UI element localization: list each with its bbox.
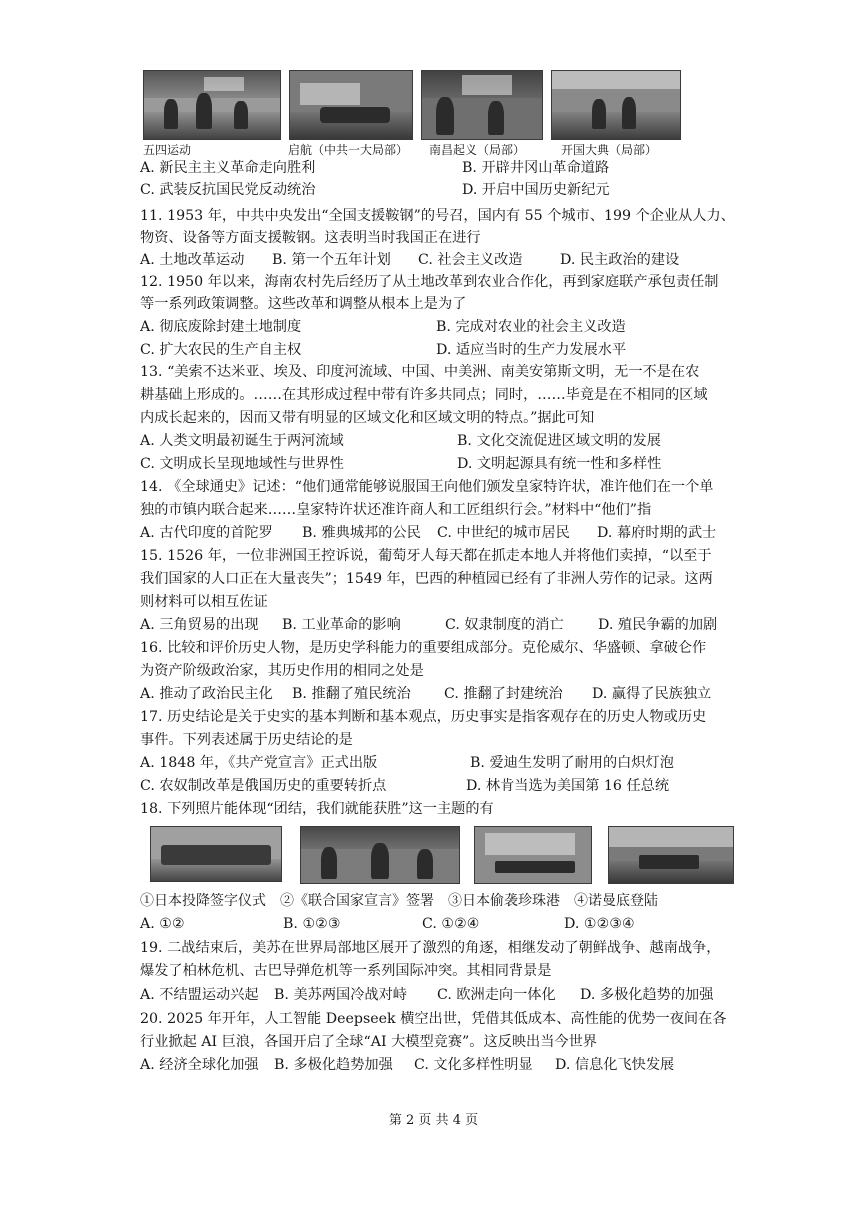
q11-stem-line1: 11. 1953 年，中共中央发出“全国支援鞍钢”的号召，国内有 55 个城市、199 个企业从人力、 [140, 208, 735, 224]
q16-stem-line2: 为资产阶级政治家，其历史作用的相同之处是 [140, 663, 424, 679]
photo-founding-ceremony [551, 70, 681, 140]
photo-may-fourth [143, 70, 281, 140]
q12-option-a: A. 彻底废除封建土地制度 [140, 319, 302, 335]
q13-stem-line1: 13. “美索不达米亚、埃及、印度河流域、中国、中美洲、南美安第斯文明，无一不是在农 [140, 364, 700, 380]
q11-option-d: D. 民主政治的建设 [560, 252, 680, 268]
q11-stem-line2: 物资、设备等方面支援鞍钢。这表明当时我国正在进行 [140, 230, 481, 246]
q18-photo-strip [150, 826, 734, 884]
q17-option-d: D. 林肯当选为美国第 16 任总统 [466, 778, 670, 794]
q12-option-c: C. 扩大农民的生产自主权 [140, 342, 302, 358]
q14-option-d: D. 幕府时期的武士 [597, 525, 717, 541]
q19-option-d: D. 多极化趋势的加强 [580, 987, 714, 1003]
q19-option-b: B. 美苏两国冷战对峙 [274, 987, 407, 1003]
q16-option-c: C. 推翻了封建统治 [444, 686, 563, 702]
q13-option-d: D. 文明起源具有统一性和多样性 [457, 456, 662, 472]
q10-option-d: D. 开启中国历史新纪元 [462, 182, 610, 198]
q19-stem-line1: 19. 二战结束后，美苏在世界局部地区展开了激烈的角逐，相继发动了朝鲜战争、越南战争， [140, 940, 721, 956]
q18-stem: 18. 下列照片能体现“团结，我们就能获胜”这一主题的有 [140, 801, 494, 817]
q14-option-a: A. 古代印度的首陀罗 [140, 525, 273, 541]
q13-option-a: A. 人类文明最初诞生于两河流域 [140, 433, 344, 449]
q18-option-b: B. ①②③ [283, 916, 341, 932]
q15-stem-line3: 则材料可以相互佐证 [140, 594, 268, 610]
q16-option-d: D. 赢得了民族独立 [592, 686, 712, 702]
q20-option-d: D. 信息化飞快发展 [555, 1057, 675, 1073]
caption-2: 启航（中共一大局部） [287, 143, 408, 157]
q14-stem-line2: 独的市镇内联合起来……皇家特许状还准许商人和工匠组织行会。”材料中“他们”指 [140, 502, 652, 518]
top-photo-captions [143, 141, 673, 158]
q12-stem-line1: 12. 1950 年以来，海南农村先后经历了从土地改革到农业合作化，再到家庭联产承包责任制 [140, 274, 719, 290]
q10-option-a: A. 新民主主义革命走向胜利 [140, 160, 316, 176]
q20-option-c: C. 文化多样性明显 [414, 1057, 533, 1073]
q16-option-b: B. 推翻了殖民统治 [292, 686, 411, 702]
q16-option-a: A. 推动了政治民主化 [140, 686, 273, 702]
q19-option-c: C. 欧洲走向一体化 [437, 987, 556, 1003]
top-photo-strip [143, 70, 681, 140]
q17-stem-line2: 事件。下列表述属于历史结论的是 [140, 732, 353, 748]
q20-stem-line1: 20. 2025 年开年，人工智能 Deepseek 横空出世，凭借其低成本、高性能的优势一夜间在各 [140, 1011, 727, 1027]
photo-un-declaration [300, 826, 460, 884]
q10-option-c: C. 武装反抗国民党反动统治 [140, 182, 316, 198]
q16-stem-line1: 16. 比较和评价历史人物，是历史学科能力的重要组成部分。克伦威尔、华盛顿、拿破仑作 [140, 640, 707, 656]
caption-3: 南昌起义（局部） [428, 143, 525, 157]
q19-stem-line2: 爆发了柏林危机、古巴导弹危机等一系列国际冲突。其相同背景是 [140, 963, 552, 979]
photo-normandy-landing [608, 826, 734, 884]
q18-option-a: A. ①② [140, 916, 185, 932]
photo-pearl-harbor [474, 826, 592, 884]
q11-option-a: A. 土地改革运动 [140, 252, 245, 268]
q15-option-b: B. 工业革命的影响 [282, 617, 401, 633]
q15-option-a: A. 三角贸易的出现 [140, 617, 259, 633]
photo-nanchang-uprising [421, 70, 543, 140]
q12-option-b: B. 完成对农业的社会主义改造 [436, 319, 626, 335]
q18-photo-labels: ①日本投降签字仪式 ②《联合国家宣言》签署 ③日本偷袭珍珠港 ④诺曼底登陆 [140, 893, 658, 909]
q17-option-a: A. 1848 年，《共产党宣言》正式出版 [140, 755, 378, 771]
page-number: 第 2 页 共 4 页 [388, 1113, 479, 1128]
q17-stem-line1: 17. 历史结论是关于史实的基本判断和基本观点，历史事实是指客观存在的历史人物或历史 [140, 709, 707, 725]
q15-stem-line2: 我们国家的人口正在大量丧失”；1549 年，巴西的种植园已经有了非洲人劳作的记录。这两 [140, 571, 713, 587]
photo-red-boat [289, 70, 413, 140]
q15-stem-line1: 15. 1526 年，一位非洲国王控诉说，葡萄牙人每天都在抓走本地人并将他们卖掉，“以至于 [140, 548, 712, 564]
caption-4: 开国大典（局部） [560, 143, 657, 157]
q14-option-b: B. 雅典城邦的公民 [302, 525, 421, 541]
caption-1: 五四运动 [143, 143, 192, 157]
q14-stem-line1: 14. 《全球通史》记述：“他们通常能够说服国王向他们颁发皇家特许状，准许他们在一个单 [140, 479, 714, 495]
q11-option-b: B. 第一个五年计划 [272, 252, 391, 268]
photo-japan-surrender [150, 826, 282, 882]
q17-option-c: C. 农奴制改革是俄国历史的重要转折点 [140, 778, 387, 794]
q15-option-c: C. 奴隶制度的消亡 [445, 617, 564, 633]
q18-option-c: C. ①②④ [422, 916, 480, 932]
q20-option-b: B. 多极化趋势加强 [274, 1057, 393, 1073]
q14-option-c: C. 中世纪的城市居民 [437, 525, 570, 541]
q13-stem-line2: 耕基础上形成的。……在其形成过程中带有许多共同点；同时，……毕竟是在不相同的区域 [140, 387, 708, 403]
q20-stem-line2: 行业掀起 AI 巨浪，各国开启了全球“AI 大模型竞赛”。这反映出当今世界 [140, 1034, 597, 1050]
q13-option-b: B. 文化交流促进区域文明的发展 [457, 433, 661, 449]
q11-option-c: C. 社会主义改造 [418, 252, 523, 268]
q13-stem-line3: 内成长起来的，因而又带有明显的区域文化和区域文明的特点。”据此可知 [140, 410, 595, 426]
q10-option-b: B. 开辟井冈山革命道路 [462, 160, 610, 176]
q18-option-d: D. ①②③④ [564, 916, 635, 932]
q20-option-a: A. 经济全球化加强 [140, 1057, 259, 1073]
q12-option-d: D. 适应当时的生产力发展水平 [436, 342, 627, 358]
q12-stem-line2: 等一系列政策调整。这些改革和调整从根本上是为了 [140, 296, 467, 312]
q13-option-c: C. 文明成长呈现地域性与世界性 [140, 456, 344, 472]
q19-option-a: A. 不结盟运动兴起 [140, 987, 259, 1003]
q15-option-d: D. 殖民争霸的加剧 [598, 617, 718, 633]
q17-option-b: B. 爱迪生发明了耐用的白炽灯泡 [470, 755, 674, 771]
